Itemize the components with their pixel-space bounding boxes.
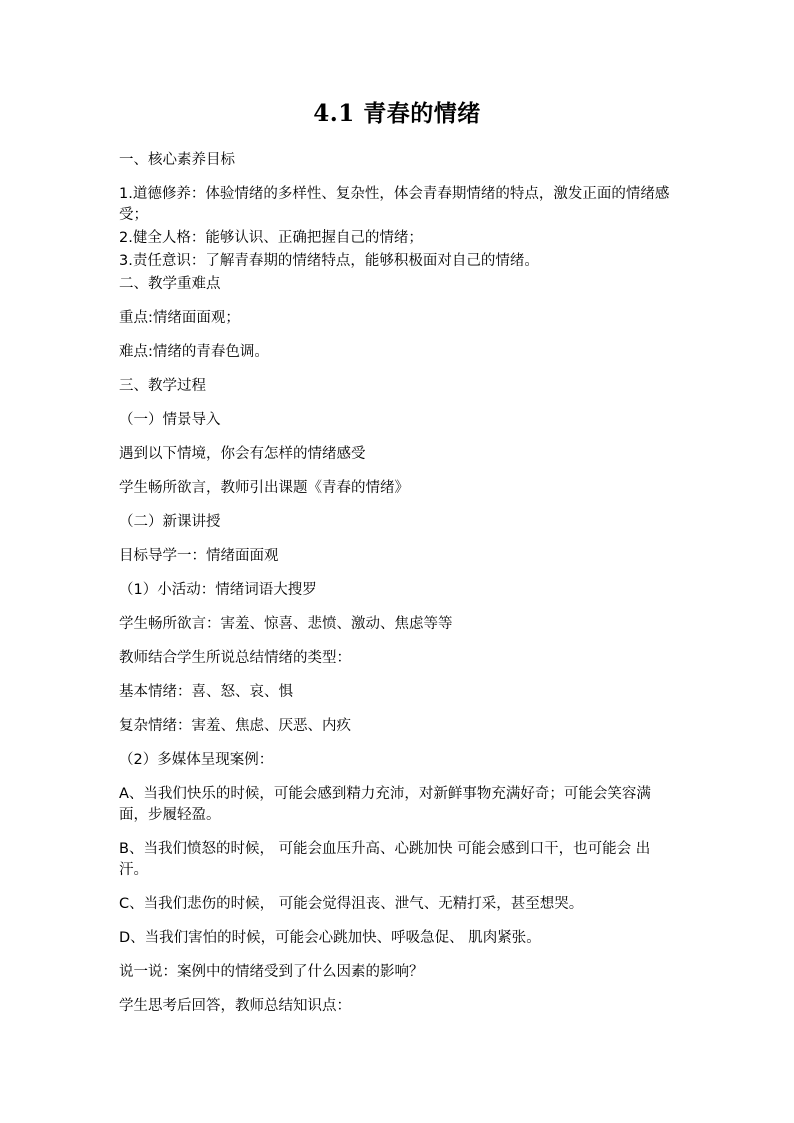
document-title: 4.1 青春的情绪 xyxy=(313,100,481,127)
document-body xyxy=(119,150,679,1030)
section-heading-key-points: 二、教学重难点 xyxy=(119,276,221,292)
paragraph: 教师结合学生所说总结情绪的类型： xyxy=(119,650,351,666)
subsection-intro: （一）情景导入 xyxy=(119,412,221,428)
activity-1: （1）小活动：情绪词语大搜罗 xyxy=(119,582,317,598)
section-heading-goals: 一、核心素养目标 xyxy=(119,152,235,168)
key-point: 重点:情绪面面观； xyxy=(119,310,240,326)
paragraph: 学生畅所欲言，教师引出课题《青春的情绪》 xyxy=(119,480,409,496)
paragraph: 遇到以下情境，你会有怎样的情绪感受 xyxy=(119,446,366,462)
discussion-question: 说一说：案例中的情绪受到了什么因素的影响？ xyxy=(119,964,424,980)
case-d: D、当我们害怕的时候，可能会心跳加快、呼吸急促、 肌肉紧张。 xyxy=(119,930,541,946)
goal-item-3: 3.责任意识：了解青春期的情绪特点，能够积极面对自己的情绪。 xyxy=(119,253,539,269)
difficult-point: 难点:情绪的青春色调。 xyxy=(119,344,269,360)
goal-item-1: 1.道德修养：体验情绪的多样性、复杂性，体会青春期情绪的特点，激发正面的情绪感受； xyxy=(119,186,670,223)
paragraph: 复杂情绪：害羞、焦虑、厌恶、内疚 xyxy=(119,718,351,734)
paragraph: 基本情绪：喜、怒、哀、惧 xyxy=(119,684,293,700)
paragraph: 学生思考后回答，教师总结知识点： xyxy=(119,998,351,1014)
subsection-new-lesson: （二）新课讲授 xyxy=(119,514,221,530)
goal-item-2: 2.健全人格：能够认识、正确把握自己的情绪； xyxy=(119,230,423,246)
target-guide-1: 目标导学一：情绪面面观 xyxy=(119,548,279,564)
paragraph: 学生畅所欲言：害羞、惊喜、悲愤、激动、焦虑等等 xyxy=(119,616,453,632)
activity-2: （2）多媒体呈现案例： xyxy=(119,752,274,768)
section-heading-process: 三、教学过程 xyxy=(119,378,206,394)
case-c: C、当我们悲伤的时候， 可能会觉得沮丧、泄气、无精打采，甚至想哭。 xyxy=(119,896,584,912)
case-b: B、当我们愤怒的时候， 可能会血压升高、心跳加快 可能会感到口干，也可能会 出汗。 xyxy=(119,841,651,878)
case-a: A、当我们快乐的时候，可能会感到精力充沛，对新鲜事物充满好奇；可能会笑容满面，步履轻盈。 xyxy=(119,786,651,823)
